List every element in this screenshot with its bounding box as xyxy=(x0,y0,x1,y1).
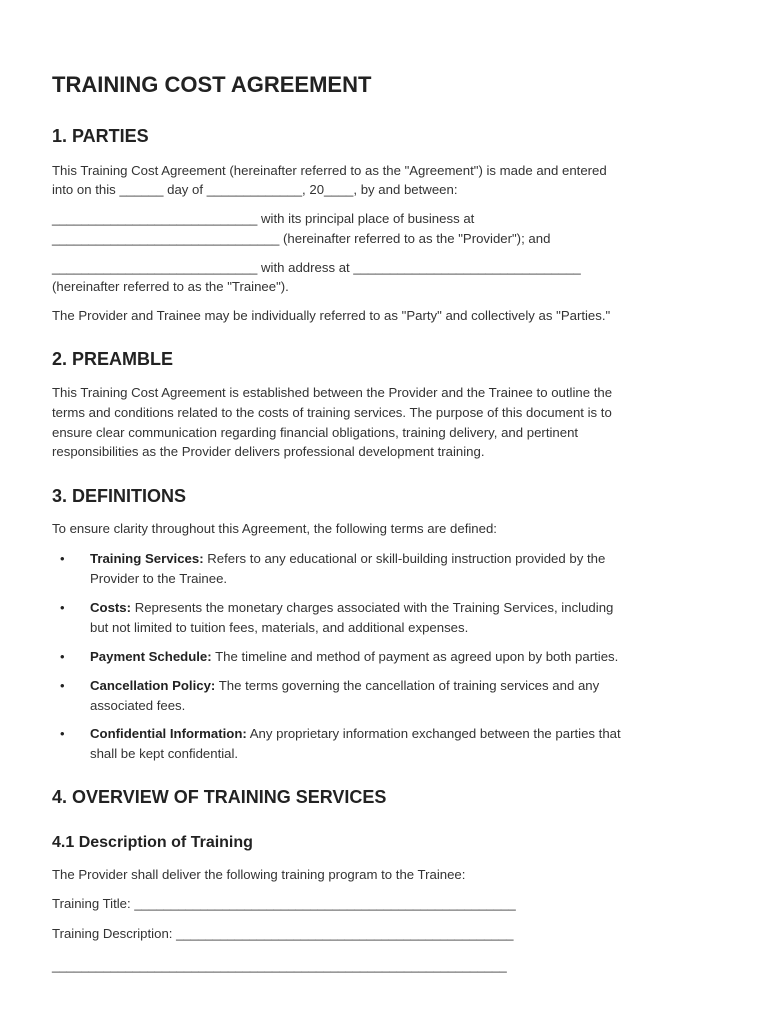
definitions-intro: To ensure clarity throughout this Agreement, the following terms are defined: xyxy=(52,521,497,536)
definition-text: Any proprietary information exchanged between the parties that xyxy=(246,726,621,741)
definition-text-cont: but not limited to tuition fees, materials, and additional expenses. xyxy=(90,620,469,635)
training-title-field: Training Title: ____________________________________________________ xyxy=(52,896,516,911)
parties-intro-line-1: This Training Cost Agreement (hereinafter referred to as the "Agreement") is made and entered xyxy=(52,163,607,178)
definition-text: Refers to any educational or skill-building instruction provided by the xyxy=(203,551,606,566)
bullet-icon: • xyxy=(60,726,65,741)
definition-term: Cancellation Policy: xyxy=(90,678,216,693)
definition-text-cont: associated fees. xyxy=(90,698,186,713)
section-heading-overview: 4. OVERVIEW OF TRAINING SERVICES xyxy=(52,787,387,807)
definition-term: Costs: xyxy=(90,600,132,615)
preamble-line-2: terms and conditions related to the costs of training services. The purpose of this document is to xyxy=(52,405,612,420)
parties-provider-line-2: _______________________________ (hereinafter referred to as the "Provider"); and xyxy=(52,231,551,246)
document-title: TRAINING COST AGREEMENT xyxy=(52,72,372,97)
definition-text: The terms governing the cancellation of training services and any xyxy=(215,678,600,693)
definition-text-cont: shall be kept confidential. xyxy=(90,746,239,761)
bullet-icon: • xyxy=(60,551,65,566)
definition-text: Represents the monetary charges associated with the Training Services, including xyxy=(131,600,614,615)
section-heading-preamble: 2. PREAMBLE xyxy=(52,349,174,369)
parties-collective-text: The Provider and Trainee may be individually referred to as "Party" and collectively as "Parties." xyxy=(52,308,611,323)
definition-text-cont: Provider to the Trainee. xyxy=(90,571,228,586)
subsection-heading-description: 4.1 Description of Training xyxy=(52,834,253,851)
definition-term: Confidential Information: xyxy=(90,726,247,741)
parties-trainee-line-1: ____________________________ with address at _______________________________ xyxy=(52,260,581,275)
definition-term: Training Services: xyxy=(90,551,204,566)
parties-intro-line-2: into on this ______ day of _____________, 20____, by and between: xyxy=(52,182,458,197)
bullet-icon: • xyxy=(60,678,65,693)
parties-provider-line-1: ____________________________ with its principal place of business at xyxy=(52,211,475,226)
bullet-icon: • xyxy=(60,600,65,615)
training-description-blank-line: ______________________________________________________________ xyxy=(52,958,507,973)
definition-term: Payment Schedule: xyxy=(90,649,212,664)
section-heading-definitions: 3. DEFINITIONS xyxy=(52,486,187,506)
bullet-icon: • xyxy=(60,649,65,664)
parties-trainee-line-2: (hereinafter referred to as the "Trainee"). xyxy=(52,279,289,294)
section-heading-parties: 1. PARTIES xyxy=(52,126,149,146)
preamble-line-1: This Training Cost Agreement is established between the Provider and the Trainee to outline the xyxy=(52,385,613,400)
definition-text: The timeline and method of payment as agreed upon by both parties. xyxy=(211,649,619,664)
preamble-line-3: ensure clear communication regarding financial obligations, training delivery, and pertinent xyxy=(52,425,579,440)
preamble-line-4: responsibilities as the Provider delivers professional development training. xyxy=(52,444,485,459)
overview-intro: The Provider shall deliver the following training program to the Trainee: xyxy=(52,867,466,882)
training-description-field: Training Description: ______________________________________________ xyxy=(52,926,514,941)
